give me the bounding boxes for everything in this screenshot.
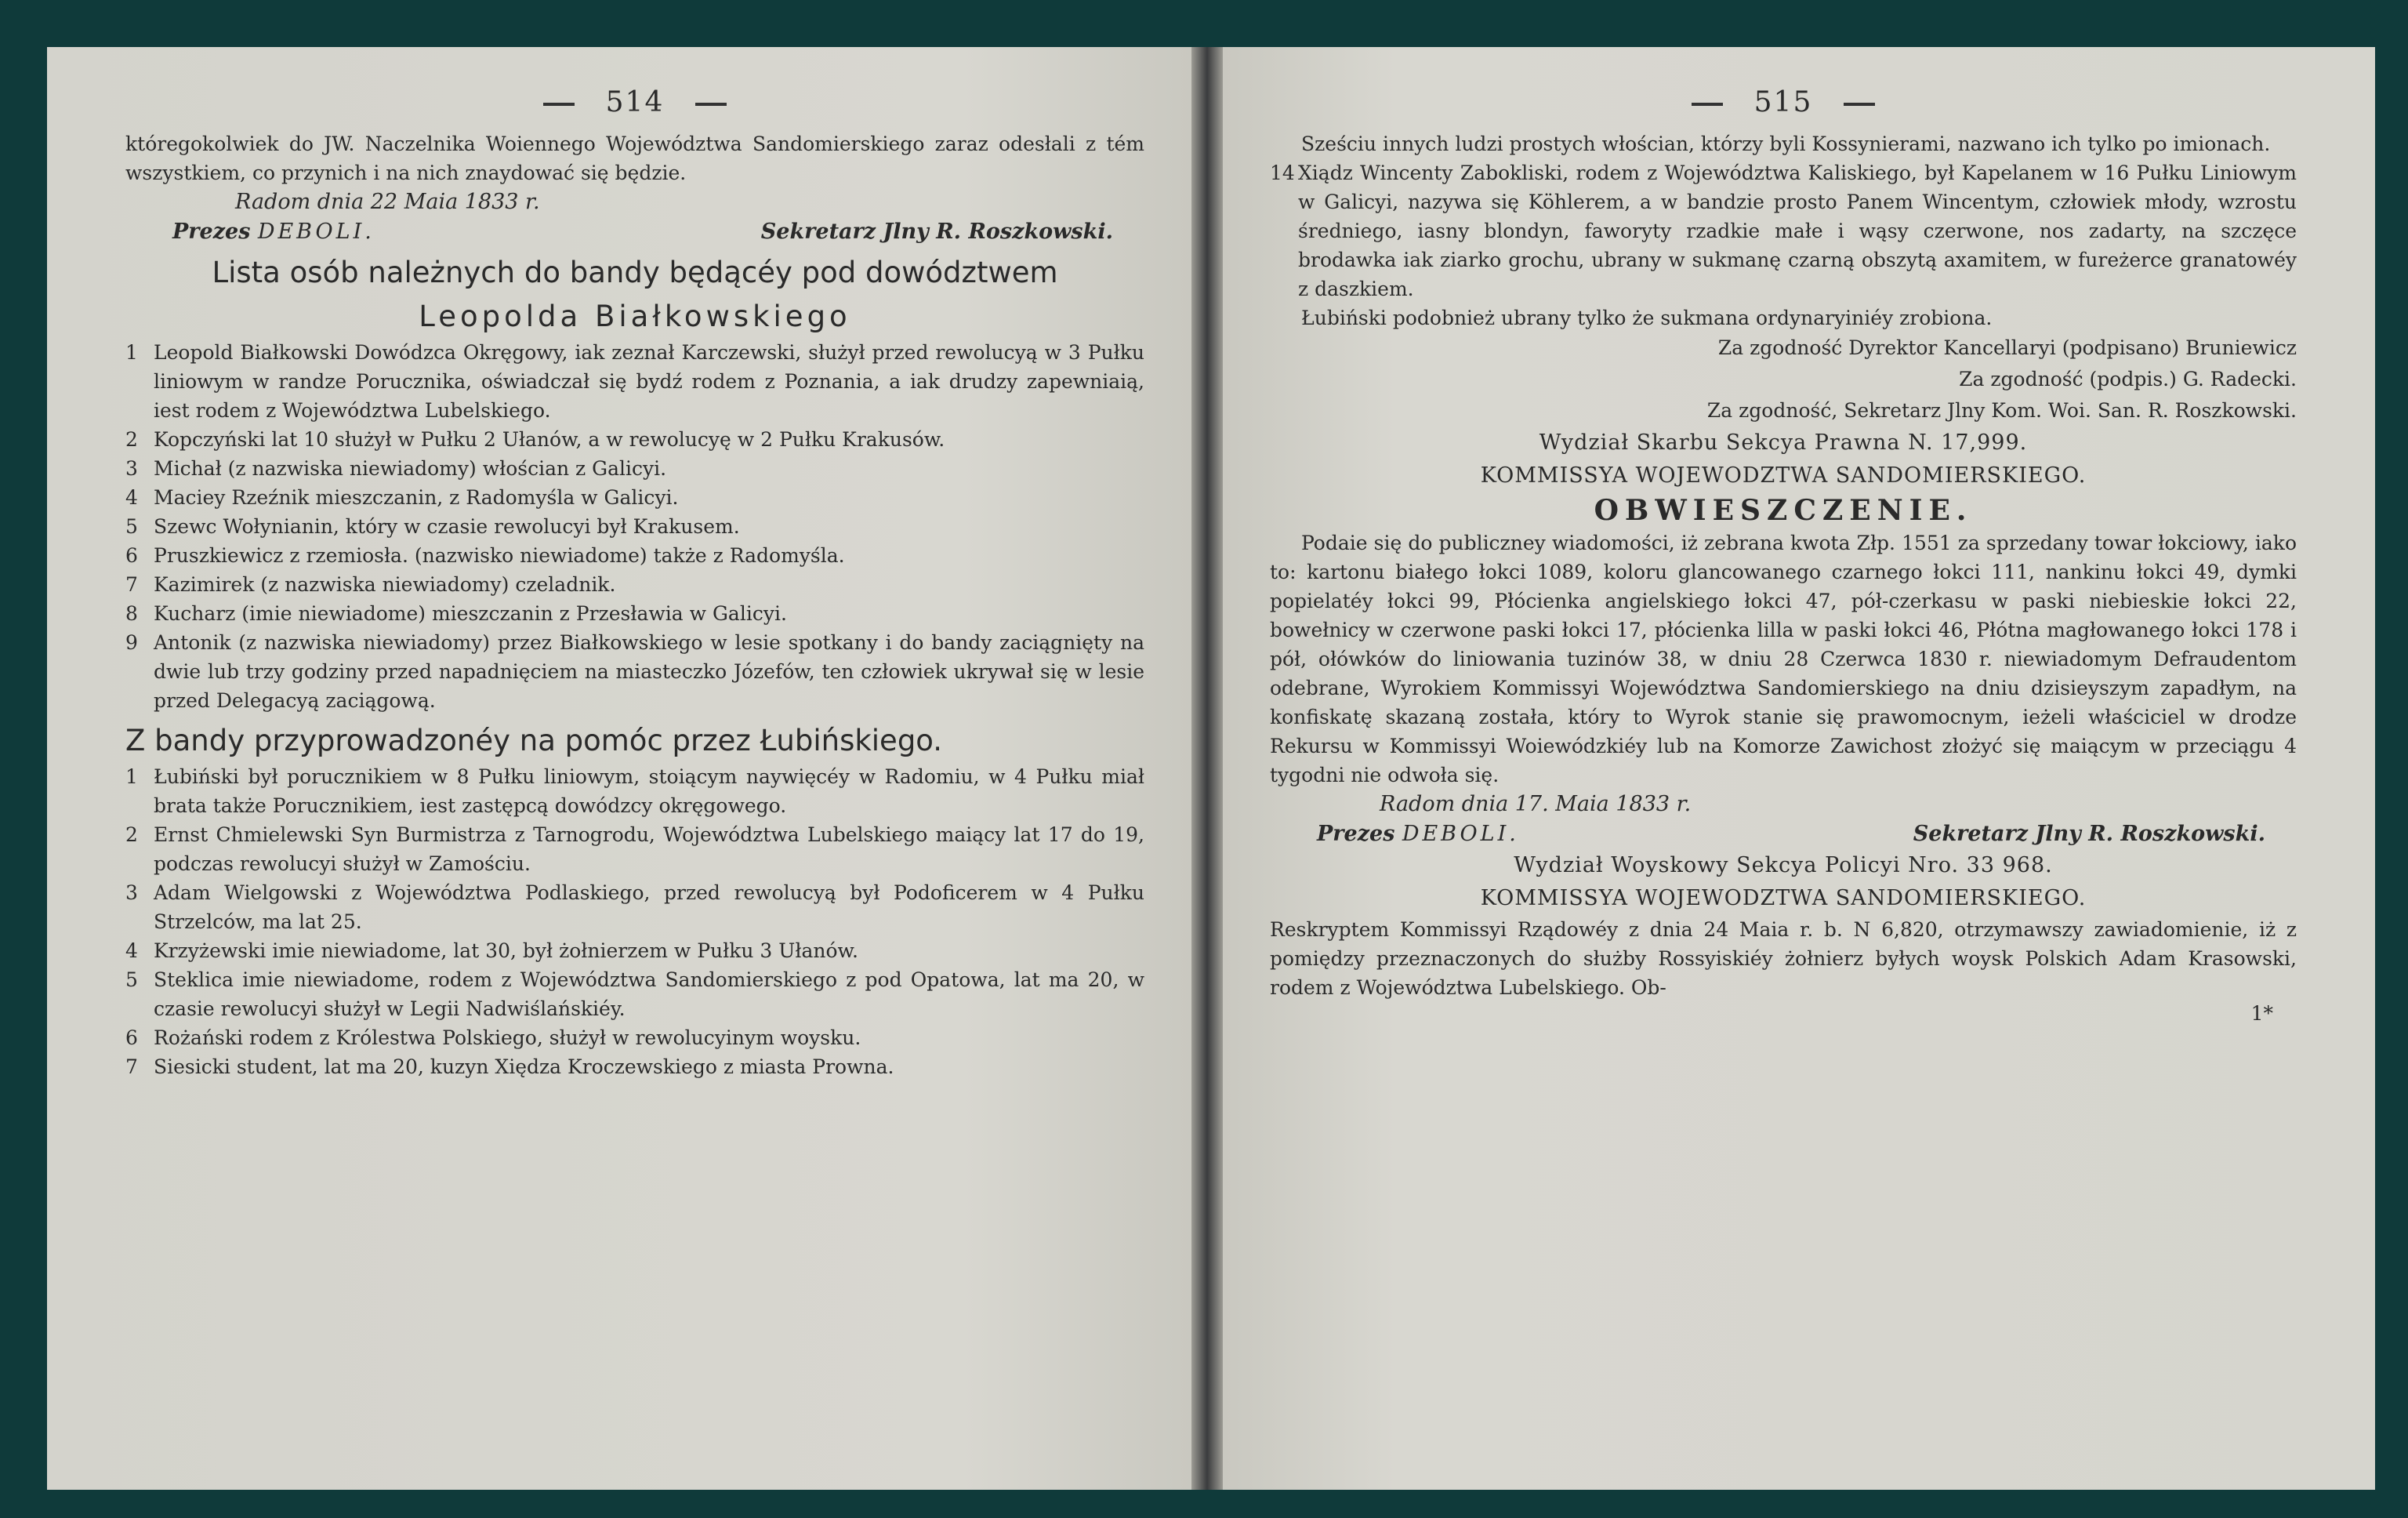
list-item: 1 Leopold Białkowski Dowódzca Okręgowy, iak zeznał Karczewski, służył przed rewolucyą w 3 Pułku liniowym w randze Porucznika, oświadczał się bydź rodem z Poznania, a iak drudzy zapewniaią, iest rodem z Województwa Lubelskiego.	[125, 341, 1144, 422]
list-item: 4 Maciey Rzeźnik mieszczanin, z Radomyśla w Galicyi.	[125, 486, 679, 509]
right-intro-paragraph: Sześciu innych ludzi prostych włościan, którzy byli Kossynierami, nazwano ich tylko po imionach.	[1301, 133, 2271, 155]
page-number-right: 515	[1270, 86, 2297, 118]
left-intro-paragraph: któregokolwiek do JW. Naczelnika Woiennego Województwa Sandomierskiego zaraz odesłali z tém wszystkiem, co przynich i na nich znaydować się będzie.	[125, 133, 1144, 184]
left-signature-row	[125, 217, 1144, 247]
attestation-2: Za zgodność (podpis.) G. Radecki.	[1959, 368, 2297, 390]
list-item: 7 Siesicki student, lat ma 20, kuzyn Xiędza Kroczewskiego z miasta Prowna.	[125, 1055, 894, 1078]
list-item: 9 Antonik (z nazwiska niewiadomy) przez Białkowskiego w lesie spotkany i do bandy zaciągnięty na dwie lub trzy godziny przed napadnięciem na miasteczko Józefów, ten człowiek ukrywał się w lesie przed Delegacyą zaciągową.	[125, 631, 1144, 712]
list-item: 14 Xiądz Wincenty Zabokliski, rodem z Województwa Kaliskiego, był Kapelanem w 16 Pułku Liniowym w Galicyi, nazywa się Köhlerem, a w bandzie prosto Panem Wincentym, człowiek młody, wzrostu średniego, iasny blondyn, faworyty rzadkie małe i wąsy czerwone, nos zadarty, na szczęce brodawka iak ziarko grochu, ubrany w sukmanę czarną obszytą axamitem, w fureżerce granatowéy z daszkiem.	[1270, 162, 2297, 300]
list-item: 1 Łubiński był porucznikiem w 8 Pułku liniowym, stoiącym naywięcéy w Radomiu, w 4 Pułku miał brata także Porucznikiem, iest zastępcą dowódzcy okręgowego.	[125, 765, 1144, 817]
list-item: 6 Pruszkiewicz z rzemiosła. (nazwisko niewiadome) także z Radomyśla.	[125, 544, 845, 567]
secretary-signature: Sekretarz Jlny R. Roszkowski.	[1913, 822, 2265, 846]
prezes-label: Prezes	[172, 220, 251, 244]
prezes-label: Prezes	[1317, 822, 1395, 846]
reinforcement-heading: Z bandy przyprowadzonéy na pomóc przez Łubińskiego.	[125, 724, 943, 757]
list-item: 7 Kazimirek (z nazwiska niewiadomy) czeladnik.	[125, 573, 616, 596]
book-spread	[47, 47, 2375, 1490]
list-item: 2 Ernst Chmielewski Syn Burmistrza z Tarnogrodu, Województwa Lubelskiego maiący lat 17 do 19, podczas rewolucyi służył w Zamościu.	[125, 823, 1144, 875]
right-date-line: Radom dnia 17. Maia 1833 r.	[1380, 792, 1692, 816]
signature-mark: 1*	[2250, 1002, 2273, 1025]
department-line-1: Wydział Skarbu Sekcya Prawna N. 17,999.	[1539, 430, 2028, 455]
right-page	[1223, 47, 2375, 1490]
secretary-signature: Sekretarz Jlny R. Roszkowski.	[760, 220, 1113, 244]
list-heading-name: Leopolda Białkowskiego	[419, 300, 851, 333]
prezes-name: DEBOLI.	[1402, 822, 1519, 846]
rescript-paragraph: Reskryptem Kommissyi Rządowéy z dnia 24 Maia r. b. N 6,820, otrzymawszy zawiadomienie, iż z pomiędzy przeznaczonych do służby Rossyiskiéy żołnierz byłych woysk Polskich Adam Krasowski, rodem z Województwa Lubelskiego. Ob-	[1270, 918, 2297, 999]
list-item: 8 Kucharz (imie niewiadome) mieszczanin z Przesławia w Galicyi.	[125, 602, 787, 625]
band-list	[125, 338, 1144, 715]
left-date-line: Radom dnia 22 Maia 1833 r.	[235, 190, 540, 214]
list-item: 3 Michał (z nazwiska niewiadomy) włościan z Galicyi.	[125, 457, 667, 480]
entry-14	[1270, 158, 2297, 303]
list-heading: Lista osób należnych do bandy będącéy pod dowództwem	[212, 256, 1058, 289]
announcement-body: Podaie się do publiczney wiadomości, iż zebrana kwota Złp. 1551 za sprzedany towar łokciowy, iako to: kartonu białego łokci 1089, koloru glancowanego czarnego łokci 111, nankinu łokci 49, dymki popielatéy łokci 99, Płócienka angielskiego łokci 47, pół-czerkasu w paski niebieskie łokci 22, bowełnicy w czerwone paski łokci 17, płócienka lilla w paski łokci 46, Płótna magłowanego łokci 178 i pół, ołówków do liniowania tuzinów 38, w dniu 28 Czerwca 1830 r. niewiadomym Defraudentom odebrane, Wyrokiem Kommissyi Województwa Sandomierskiego na dniu dzisieyszym zapadłym, na konfiskatę skazaną została, który to Wyrok stanie się prawomocnym, ieżeli właściciel w drodze Rekursu w Kommissyi Woiewódzkiéy lub na Komorze Zawichost złożyć się maiącym w przeciągu 4 tygodni nie odwoła się.	[1270, 532, 2297, 786]
announcement-title: OBWIESZCZENIE.	[1594, 494, 1973, 527]
list-item: 6 Rożański rodem z Królestwa Polskiego, służył w rewolucyinym woysku.	[125, 1026, 861, 1049]
list-item: 3 Adam Wielgowski z Województwa Podlaskiego, przed rewolucyą był Podoficerem w 4 Pułku Strzelców, ma lat 25.	[125, 881, 1144, 933]
list-item: 2 Kopczyński lat 10 służył w Pułku 2 Ułanów, a w rewolucyę w 2 Pułku Krakusów.	[125, 428, 945, 451]
book-gutter	[1191, 47, 1223, 1490]
attestation-1: Za zgodność Dyrektor Kancellaryi (podpisano) Bruniewicz	[1717, 336, 2297, 359]
attestation-3: Za zgodność, Sekretarz Jlny Kom. Woi. San. R. Roszkowski.	[1706, 399, 2297, 422]
left-page	[47, 47, 1191, 1490]
list-item: 5 Steklica imie niewiadome, rodem z Województwa Sandomierskiego z pod Opatowa, lat ma 20, w czasie rewolucyi służył w Legii Nadwiślańskiéy.	[125, 968, 1144, 1020]
list-item: 5 Szewc Wołynianin, który w czasie rewolucyi był Krakusem.	[125, 515, 740, 538]
prezes-name: DEBOLI.	[257, 220, 375, 244]
list-item: 4 Krzyżewski imie niewiadome, lat 30, był żołnierzem w Pułku 3 Ułanów.	[125, 939, 858, 962]
department-line-2: Wydział Woyskowy Sekcya Policyi Nro. 33 968.	[1514, 853, 2053, 877]
reinforcement-list	[125, 762, 1144, 1081]
lubinski-note: Łubiński podobnież ubrany tylko że sukmana ordynaryiniéy zrobiona.	[1301, 307, 1993, 329]
page-number-left: 514	[125, 86, 1144, 118]
commission-title-1: KOMMISSYA WOJEWODZTWA SANDOMIERSKIEGO.	[1480, 463, 2087, 488]
right-signature-row	[1270, 819, 2297, 849]
commission-title-2: KOMMISSYA WOJEWODZTWA SANDOMIERSKIEGO.	[1480, 886, 2087, 910]
